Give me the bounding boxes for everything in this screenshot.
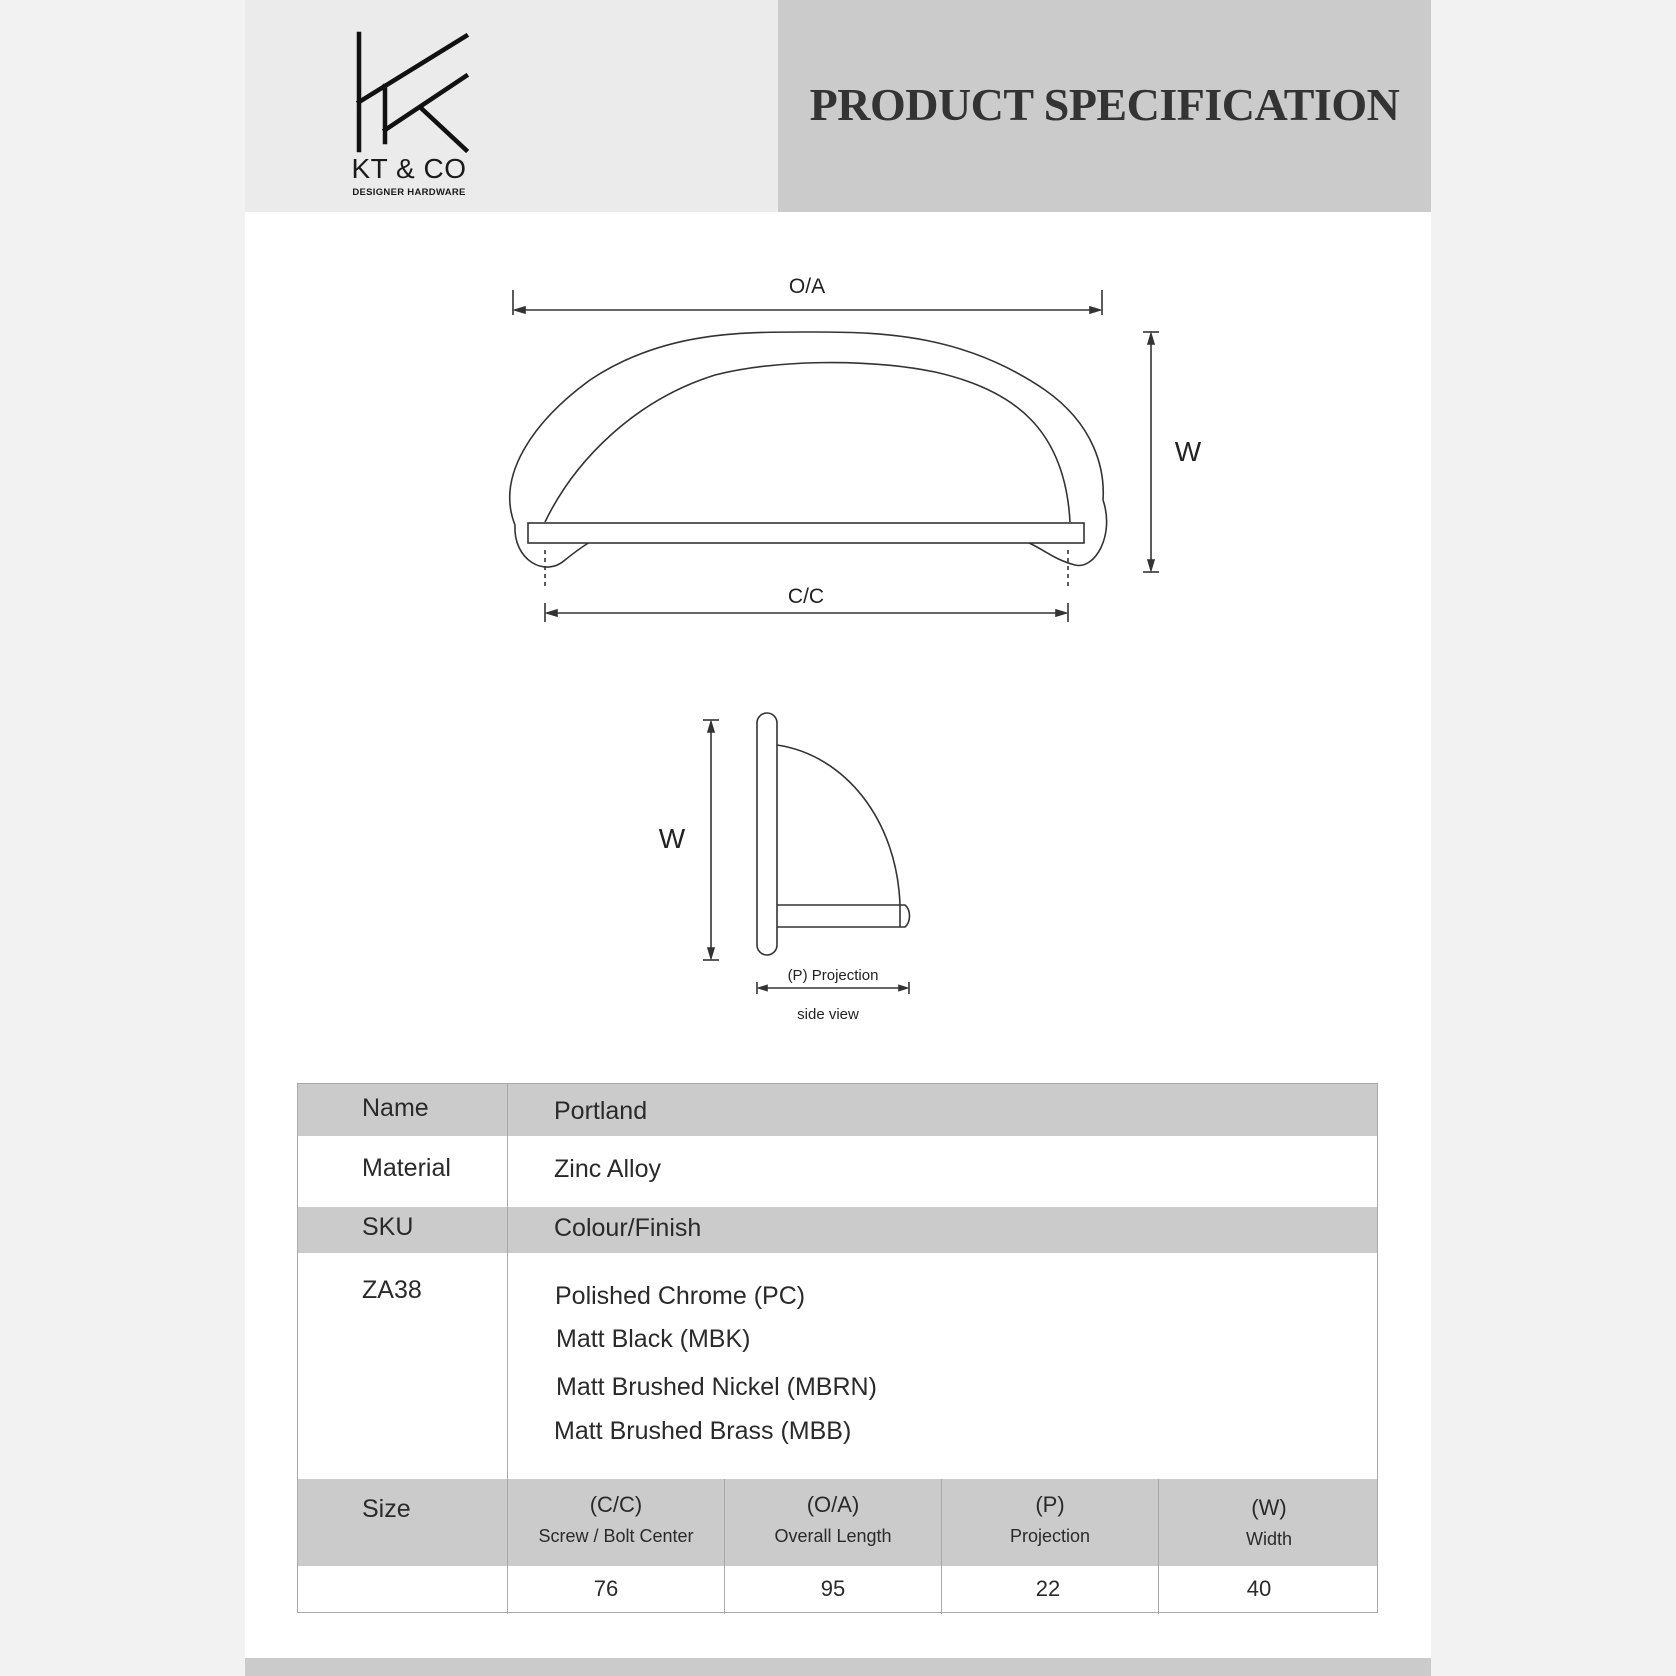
finish-item: Polished Chrome (PC) <box>555 1282 806 1310</box>
size-col-projection <box>942 1492 1158 1547</box>
size-label: Size <box>362 1495 411 1523</box>
front-width-label: W <box>1174 436 1202 467</box>
name-value: Portland <box>554 1097 648 1125</box>
spec-sheet <box>245 0 1431 1676</box>
size-code: (C/C) <box>589 1492 643 1517</box>
header-logo-panel <box>245 0 778 212</box>
size-desc: Projection <box>1009 1526 1091 1546</box>
finish-header: Colour/Finish <box>554 1214 702 1242</box>
material-value: Zinc Alloy <box>554 1155 661 1183</box>
front-overall-label: O/A <box>788 275 826 298</box>
name-row <box>298 1084 1377 1136</box>
size-desc: Overall Length <box>774 1526 892 1546</box>
finish-item: Matt Black (MBK) <box>556 1325 751 1353</box>
sku-header-row <box>298 1207 1377 1253</box>
material-label: Material <box>362 1154 451 1182</box>
size-value-projection: 22 <box>1035 1576 1061 1601</box>
side-projection-label: (P) Projection <box>787 967 879 984</box>
size-desc: Width <box>1245 1529 1292 1549</box>
size-code: (W) <box>1251 1495 1287 1520</box>
finish-item: Matt Brushed Brass (MBB) <box>554 1417 852 1445</box>
page-title: PRODUCT SPECIFICATION <box>809 79 1400 130</box>
name-label: Name <box>362 1094 429 1122</box>
side-view-drawing <box>245 700 1431 1030</box>
front-center-label: C/C <box>787 585 825 608</box>
size-value-center: 76 <box>593 1576 619 1601</box>
kt-monogram-logo <box>353 30 473 154</box>
front-view-drawing <box>245 260 1431 640</box>
side-caption: side view <box>797 1006 859 1023</box>
size-col-center <box>508 1492 724 1547</box>
size-value-width: 40 <box>1246 1576 1272 1601</box>
size-col-overall <box>725 1492 941 1547</box>
brand-name: KT & CO <box>351 153 467 184</box>
size-code: (P) <box>1035 1492 1065 1517</box>
sku-value: ZA38 <box>362 1276 422 1304</box>
side-width-label: W <box>658 823 686 854</box>
size-desc: Screw / Bolt Center <box>538 1526 694 1546</box>
sku-label: SKU <box>362 1213 414 1241</box>
footer-bar <box>245 1658 1431 1676</box>
size-col-width <box>1159 1495 1379 1550</box>
size-code: (O/A) <box>806 1492 860 1517</box>
size-value-overall: 95 <box>820 1576 846 1601</box>
brand-tagline: DESIGNER HARDWARE <box>352 187 466 198</box>
finish-item: Matt Brushed Nickel (MBRN) <box>556 1373 877 1401</box>
header-title-panel <box>778 0 1431 212</box>
specification-table <box>297 1083 1378 1613</box>
